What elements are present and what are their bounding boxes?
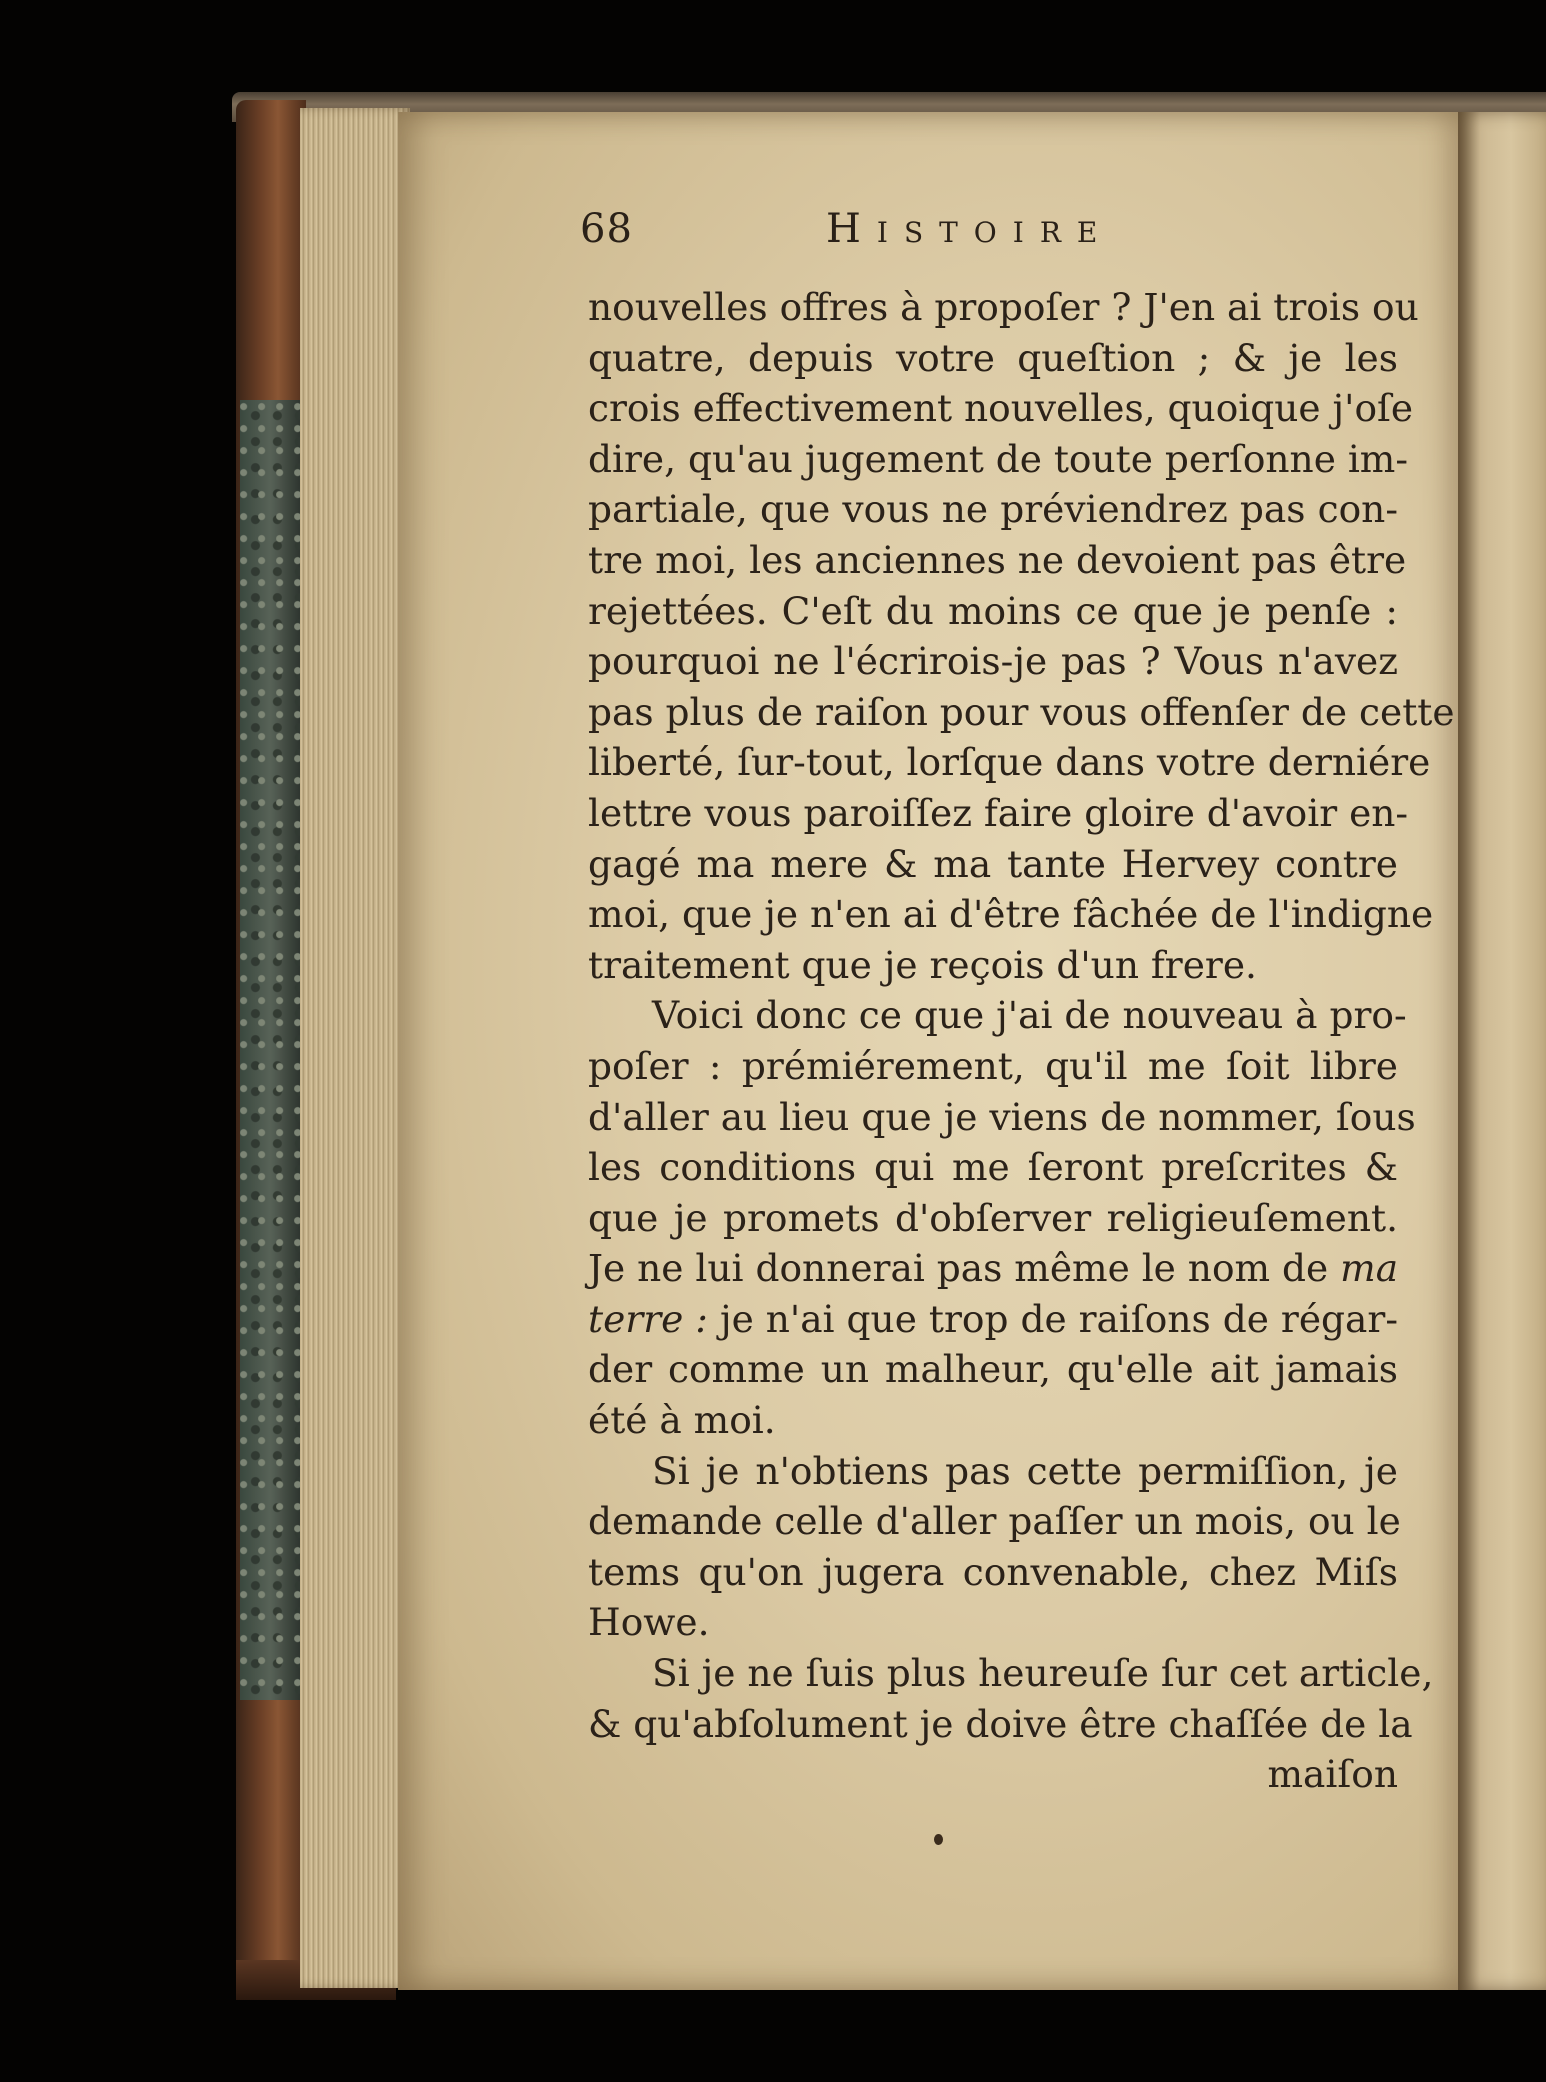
text-line: dire, qu'au jugement de toute perſonne im- bbox=[588, 436, 1409, 481]
paragraph-end-line: Howe. bbox=[588, 1600, 710, 1645]
text-line: nouvelles offres à propoſer ? J'en ai trois ou bbox=[588, 285, 1419, 329]
text-line bbox=[588, 1294, 1398, 1345]
text-line: tems qu'on jugera convenable, chez Miſs bbox=[588, 1549, 1398, 1594]
italic-text: terre : bbox=[588, 1296, 708, 1341]
text-line: les conditions qui me ſeront preſcrites & bbox=[588, 1145, 1398, 1190]
text-line: gagé ma mere & ma tante Hervey contre bbox=[588, 841, 1398, 886]
text-line: rejettées. C'eſt du moins ce que je penſe : bbox=[588, 588, 1398, 633]
text-segment: Je ne lui donnerai pas même le nom de bbox=[588, 1246, 1329, 1291]
paragraph-start-line: Voici donc ce que j'ai de nouveau à pro- bbox=[652, 993, 1407, 1038]
page-edges bbox=[300, 108, 410, 1988]
paragraph-end-line: été à moi. bbox=[588, 1398, 776, 1443]
text-line: partiale, que vous ne préviendrez pas con- bbox=[588, 487, 1398, 532]
paragraph-start-line: Si je ne ſuis plus heureuſe ſur cet article, bbox=[652, 1651, 1434, 1696]
text-line: pas plus de raiſon pour vous offenſer de cette bbox=[588, 689, 1455, 734]
text-line: que je promets d'obſerver religieuſement. bbox=[588, 1195, 1398, 1240]
ink-spot bbox=[934, 1834, 943, 1845]
italic-text: ma bbox=[1340, 1246, 1399, 1291]
text-line: liberté, ſur-tout, lorſque dans votre derniére bbox=[588, 740, 1431, 785]
text-line: crois effectivement nouvelles, quoique j'oſe bbox=[588, 386, 1414, 431]
running-head bbox=[580, 206, 1380, 266]
text-line: lettre vous paroiſſez faire gloire d'avoir en- bbox=[588, 790, 1409, 835]
running-title: Histoire bbox=[826, 206, 1114, 252]
text-segment: je n'ai que trop de raiſons de régar- bbox=[719, 1296, 1398, 1341]
text-line: der comme un malheur, qu'elle ait jamais bbox=[588, 1347, 1398, 1392]
text-line: moi, que je n'en ai d'être fâchée de l'indigne bbox=[588, 892, 1434, 937]
paragraph-end-line: traitement que je reçois d'un frere. bbox=[588, 942, 1257, 987]
text-line: d'aller au lieu que je viens de nommer, ſous bbox=[588, 1094, 1416, 1139]
text-line: pourquoi ne l'écrirois-je pas ? Vous n'avez bbox=[588, 639, 1398, 684]
text-line: poſer : prémiérement, qu'il me ſoit libre bbox=[588, 1043, 1398, 1088]
paragraph-start-line: Si je n'obtiens pas cette permiſſion, je bbox=[652, 1448, 1398, 1493]
text-line: & qu'abſolument je doive être chaſſée de la bbox=[588, 1701, 1413, 1746]
catchword: maiſon bbox=[1267, 1752, 1398, 1797]
text-line: demande celle d'aller paſſer un mois, ou le bbox=[588, 1499, 1401, 1544]
text-line: tre moi, les anciennes ne devoient pas être bbox=[588, 537, 1407, 582]
facing-page-edge bbox=[1458, 112, 1546, 1990]
text-line: quatre, depuis votre queſtion ; & je les bbox=[588, 335, 1398, 380]
marbled-board bbox=[240, 400, 300, 1700]
body-text bbox=[588, 282, 1455, 1800]
text-line bbox=[588, 1243, 1398, 1294]
page-number: 68 bbox=[580, 206, 633, 252]
